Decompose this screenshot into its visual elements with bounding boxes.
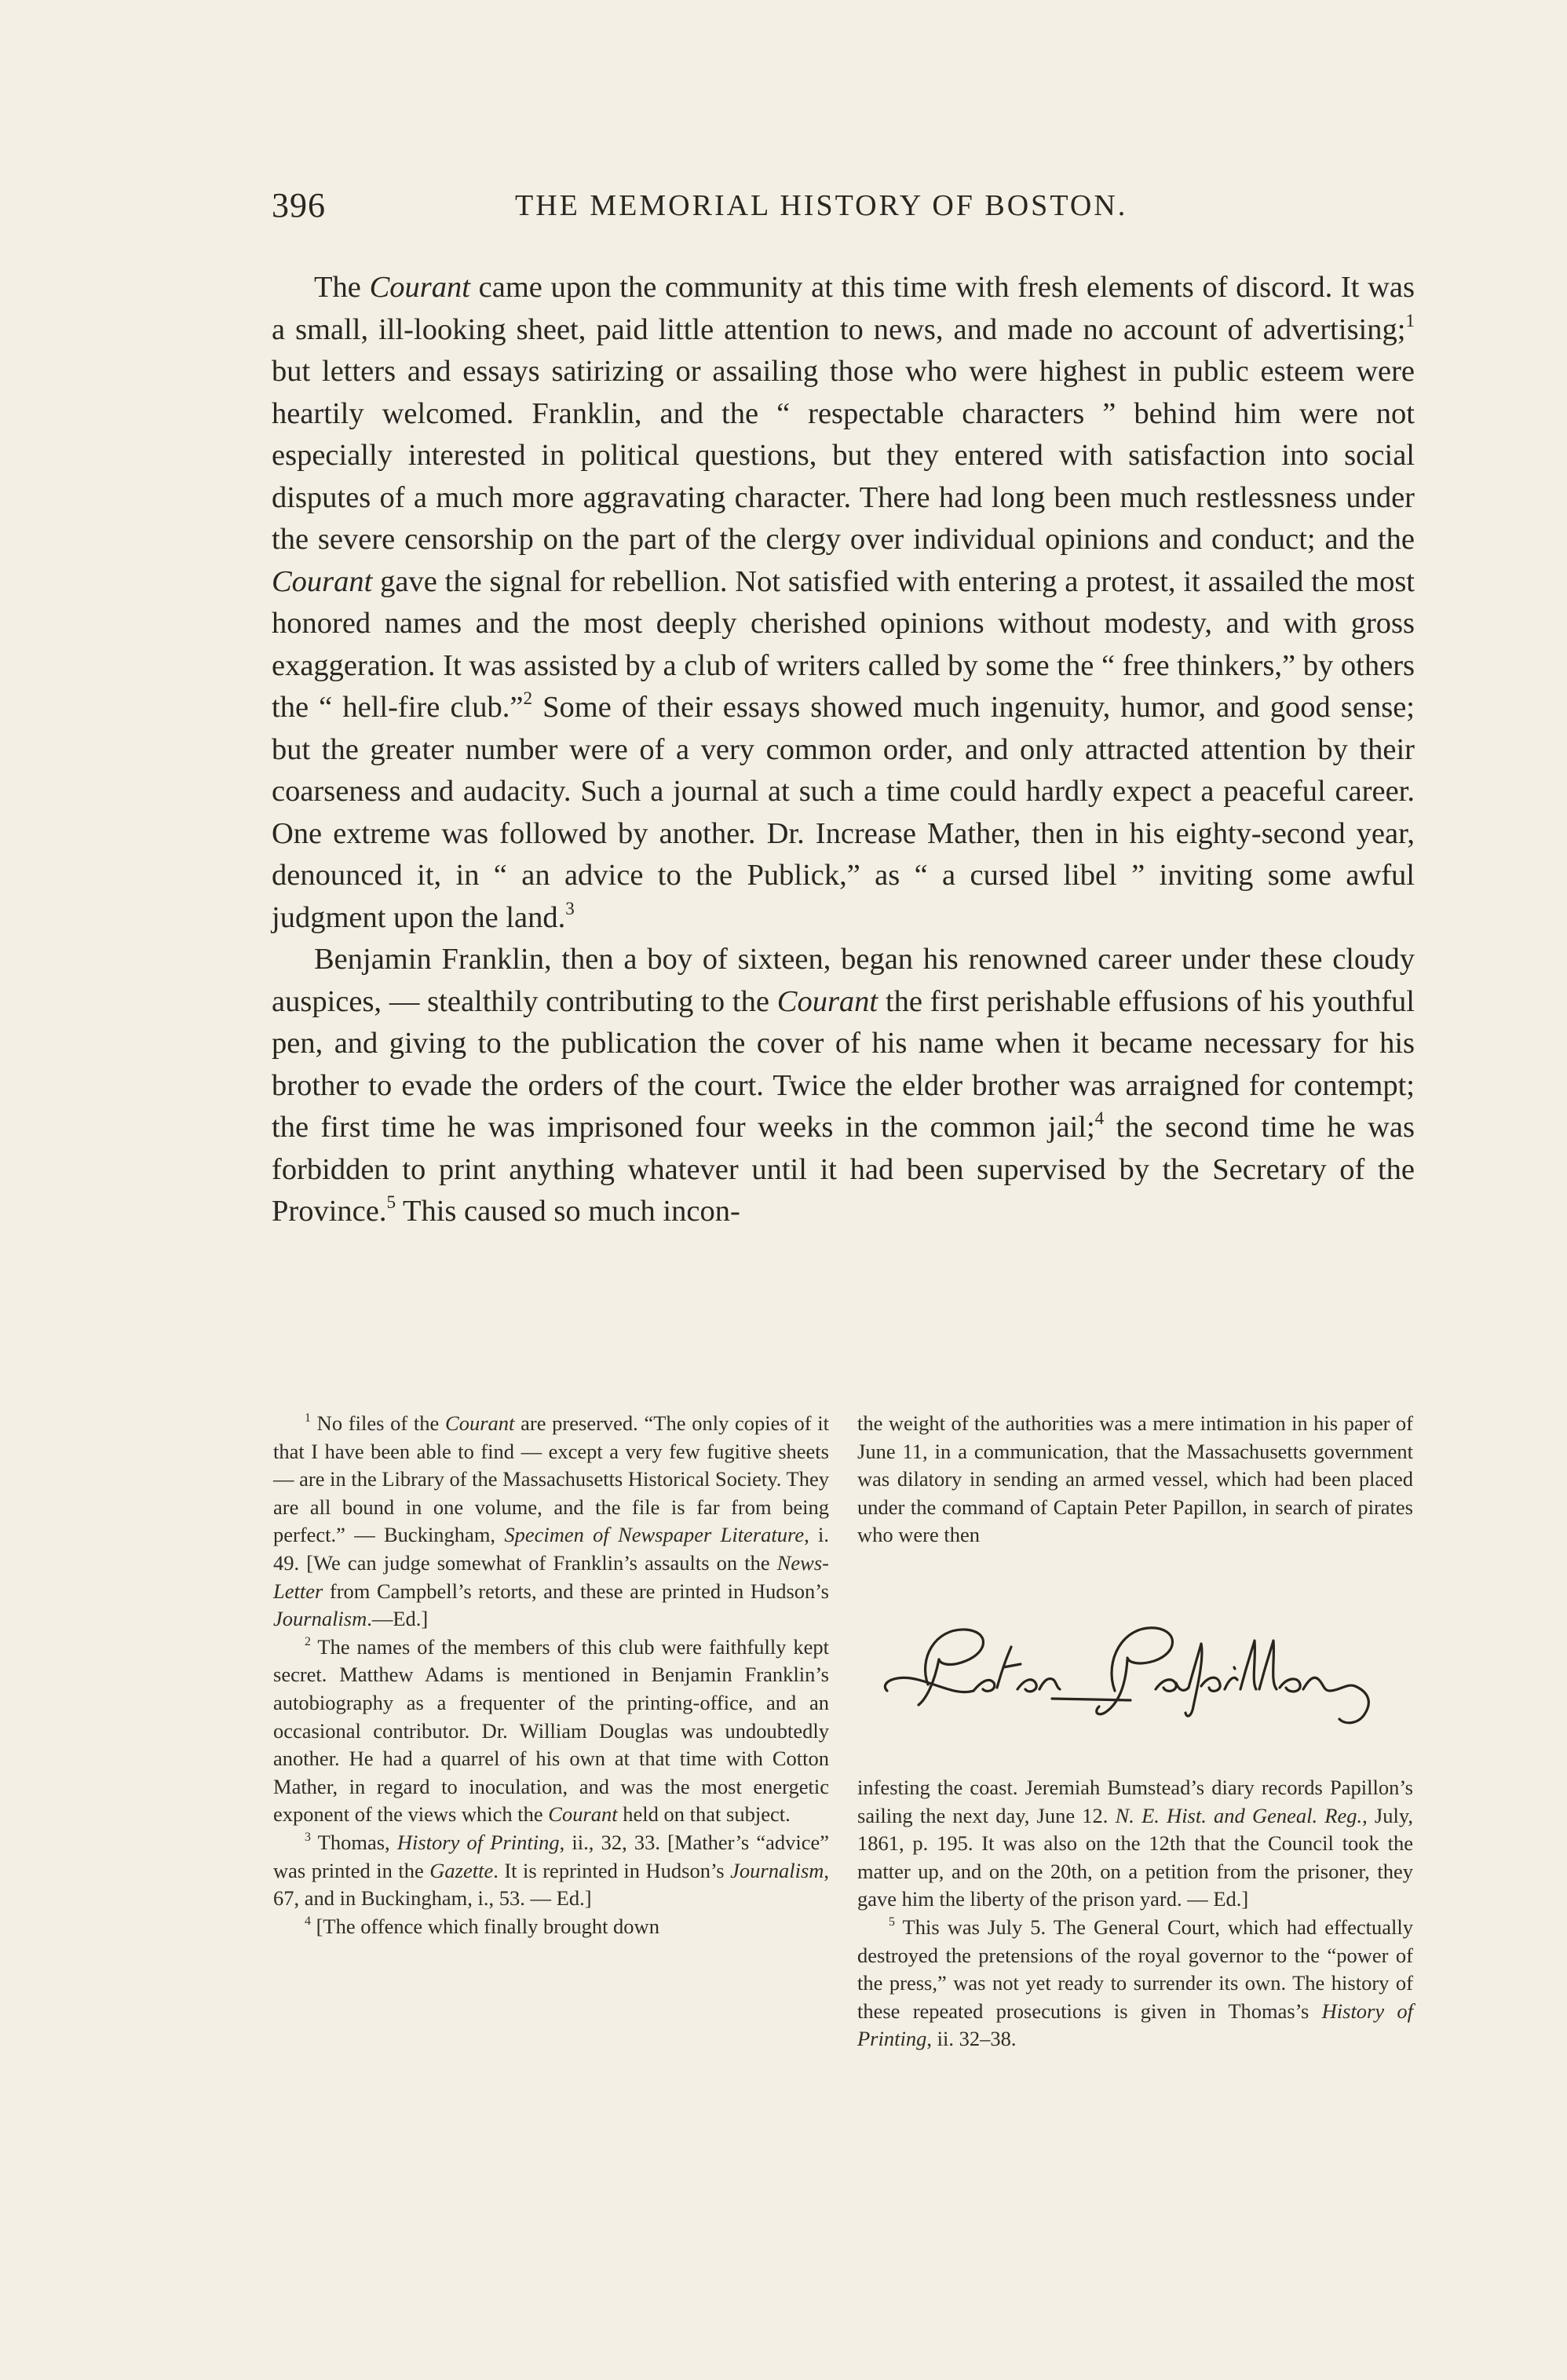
italic-text: Courant — [445, 1411, 515, 1435]
text-run: Some of their essays showed much ingenuity, humor, and good sense; but the greater number were of a very common order, and only attracted attention by their coarseness and audacity. Such a journal at such a time could hardly expect a peaceful career. One extreme was followed by another. Dr. Increase Mather, then in his eighty-second year, denounced it, in “ an advice to the Publick,” as “ a cursed libel ” inviting some awful judgment upon the land. — [272, 691, 1415, 934]
text-run: Benjamin Franklin, then a boy of sixteen, began his renowned career under these cloudy auspices, — stealthily contributing to the — [272, 943, 1415, 1018]
text-run: came upon the community at this time with fresh elements of discord. It was a small, ill-looking sheet, paid little attention to news, and made no account of advertising; — [272, 271, 1415, 346]
italic-courant: Courant — [369, 271, 470, 304]
footnote-4-continued: the weight of the authorities was a mere intimation in his paper of June 11, in a communication, that the Massachusetts government was dilatory in sending an armed vessel, which had been placed under the command of Captain Peter Papillon, in search of pirates who were then — [857, 1411, 1413, 1547]
italic-courant: Courant — [776, 984, 878, 1018]
footnote-number: 5 — [889, 1915, 895, 1929]
footnote-5 — [857, 1914, 1413, 2053]
footnote-4-end — [857, 1774, 1413, 1914]
text-run: gave the signal for rebellion. Not satisfied with entering a protest, it assailed the most honored names and the most deeply cherished opinions without modesty, and with gross exaggeration. It was assisted by a club of writers called by some the “ free thinkers,” by others the “ hell-fire club.” — [272, 564, 1415, 724]
running-title: THE MEMORIAL HISTORY OF BOSTON. — [515, 189, 1128, 222]
italic-text: Journalism — [730, 1858, 824, 1882]
footnote-ref-2: 2 — [523, 687, 533, 708]
footnotes-right-lower — [857, 1774, 1413, 2053]
italic-text: N. E. Hist. and Geneal. Reg. — [1115, 1803, 1363, 1827]
footnote-ref-5: 5 — [386, 1191, 396, 1212]
footnote-number: 1 — [305, 1411, 311, 1425]
italic-text: History of Printing — [857, 1999, 1413, 2051]
text-run: from Campbell’s retorts, and these are printed in Hudson’s — [323, 1579, 829, 1603]
footnotes-left-column — [273, 1410, 829, 1940]
text-run: , ii., 32, 33. [Mather’s “advice” was printed in the — [273, 1830, 830, 1882]
italic-courant: Courant — [272, 564, 373, 598]
text-run: The names of the members of this club were faithfully kept secret. Matthew Adams is mentioned in Benjamin Franklin’s autobiography as a frequenter of the printing-office, and an occasional contributor. Dr. William Douglas was undoubtedly another. He had a quarrel of his own at that time with Cotton Mather, in regard to inoculation, and was the most energetic exponent of the views which the — [273, 1634, 829, 1827]
text-run: but letters and essays satirizing or assailing those who were highest in public esteem were heartily welcomed. Franklin, and the “ respectable characters ” behind him were not especially interested in political questions, but they entered with satisfaction into social disputes of a much more aggravating character. There had long been much restlessness under the severe censorship on the part of the clergy over individual opinions and conduct; and the — [272, 355, 1415, 556]
text-run: the first perishable effusions of his youthful pen, and giving to the publication the cover of his name when it became necessary for his brother to evade the orders of the court. Twice the elder brother was arraigned for contempt; the first time he was imprisoned four weeks in the common jail; — [272, 984, 1415, 1144]
footnote-number: 3 — [305, 1830, 311, 1844]
italic-text: Journalism — [273, 1607, 367, 1631]
footnote-number: 2 — [305, 1634, 311, 1648]
footnotes-right-column — [857, 1410, 1413, 1550]
text-run: infesting the coast. Jeremiah Bumstead’s diary records Papillon’s sailing the next day, June 12. — [857, 1776, 1413, 1827]
italic-text: Specimen of Newspaper Literature — [504, 1523, 805, 1547]
footnote-3 — [273, 1829, 829, 1913]
text-run: No files of the — [310, 1411, 446, 1435]
footnote-ref-3: 3 — [565, 897, 575, 918]
paragraph-1 — [272, 267, 1415, 939]
paragraph-2 — [272, 939, 1415, 1233]
footnote-1 — [273, 1410, 829, 1634]
text-run: . It is reprinted in Hudson’s — [493, 1858, 731, 1882]
italic-text: History of Printing — [396, 1830, 560, 1854]
italic-text: Courant — [548, 1802, 618, 1827]
footnote-ref-1: 1 — [1405, 309, 1415, 330]
footnote-4-start — [273, 1913, 829, 1941]
text-run: , ii. 32–38. — [926, 2027, 1017, 2051]
italic-text: News-Letter — [273, 1550, 829, 1603]
body-text — [272, 267, 1415, 1233]
footnote-number: 4 — [305, 1914, 311, 1928]
text-run: .—Ed.] — [367, 1607, 429, 1631]
text-run: are preserved. “The only copies of it that I have been able to find — except a very few fugitive sheets — are in the Library of the Massachusetts Historical Society. They are all bound in one volume, and the file is far from being perfect.” — Buckingham, — [273, 1411, 829, 1547]
text-run: the second time he was forbidden to print anything whatever until it had been supervised by the Secretary of the Province. — [272, 1111, 1415, 1228]
running-head — [272, 185, 1418, 232]
footnote-2 — [273, 1634, 829, 1829]
text-run: held on that subject. — [617, 1802, 791, 1827]
page-number: 396 — [272, 186, 326, 224]
text-run: This was July 5. The General Court, which had effectually destroyed the pretensions of the royal governor to the “power of the press,” was not yet ready to surrender its own. The history of these repeated prosecutions is given in Thomas’s — [857, 1915, 1413, 2023]
text-run: The — [314, 271, 370, 304]
text-run: This caused so much incon- — [396, 1195, 740, 1228]
signature-peter-papillon — [871, 1612, 1437, 1746]
text-run: , i. 49. [We can judge somewhat of Franklin’s assaults on the — [273, 1523, 829, 1575]
text-run: Thomas, — [310, 1830, 397, 1854]
footnote-ref-4: 4 — [1094, 1107, 1105, 1128]
text-run: , July, 1861, p. 195. It was also on the 12th that the Council took the matter up, and on the 20th, on a petition from the prisoner, they gave him the liberty of the prison yard. — Ed.] — [857, 1803, 1413, 1911]
text-run: [The offence which finally brought down — [310, 1914, 659, 1938]
italic-text: Gazette — [429, 1858, 494, 1882]
text-run: , 67, and in Buckingham, i., 53. — Ed.] — [273, 1858, 830, 1911]
